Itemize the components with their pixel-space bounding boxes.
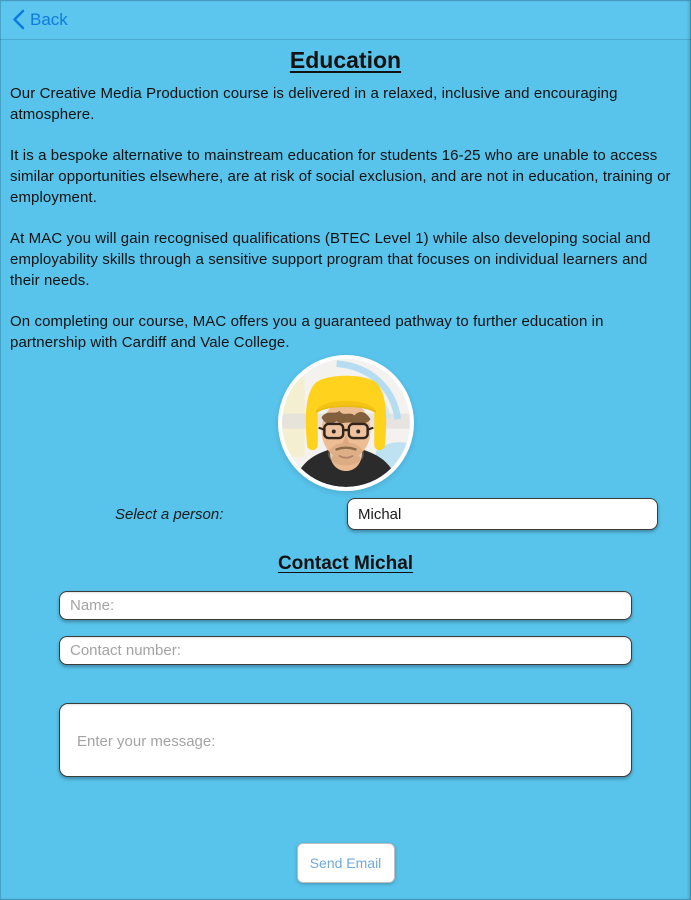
send-email-button[interactable]: Send Email <box>297 843 395 883</box>
avatar-container <box>10 355 681 491</box>
paragraph-bespoke: It is a bespoke alternative to mainstream education for students 16-25 who are unable to access similar opportunities elsewhere, are at risk of social exclusion, and are not in education, training or employment. <box>10 147 671 206</box>
message-textarea[interactable] <box>59 703 632 777</box>
paragraph-intro: Our Creative Media Production course is delivered in a relaxed, inclusive and encouraging atmosphere. <box>10 85 618 123</box>
chevron-left-icon <box>12 9 25 30</box>
paragraph-qualifications: At MAC you will gain recognised qualifications (BTEC Level 1) while also developing social and employability skills through a sensitive support program that focuses on individual learners and their needs. <box>10 230 651 289</box>
paragraph-pathway: On completing our course, MAC offers you a guaranteed pathway to further education in partnership with Cardiff and Vale College. <box>10 313 604 351</box>
select-person-label: Select a person: <box>115 505 224 523</box>
navigation-bar <box>0 0 691 40</box>
send-button-row <box>10 843 681 883</box>
name-input[interactable] <box>59 591 632 620</box>
person-select-row <box>10 498 681 530</box>
course-description <box>10 83 681 353</box>
page-title: Education <box>289 47 402 73</box>
back-button-label: Back <box>30 9 68 29</box>
contact-number-input[interactable] <box>59 636 632 665</box>
person-avatar-illustration <box>282 359 410 487</box>
person-select-input[interactable] <box>347 498 658 530</box>
education-page <box>0 47 691 883</box>
contact-heading: Contact Michal <box>277 553 414 574</box>
person-avatar <box>278 355 414 491</box>
back-button[interactable] <box>12 9 68 30</box>
